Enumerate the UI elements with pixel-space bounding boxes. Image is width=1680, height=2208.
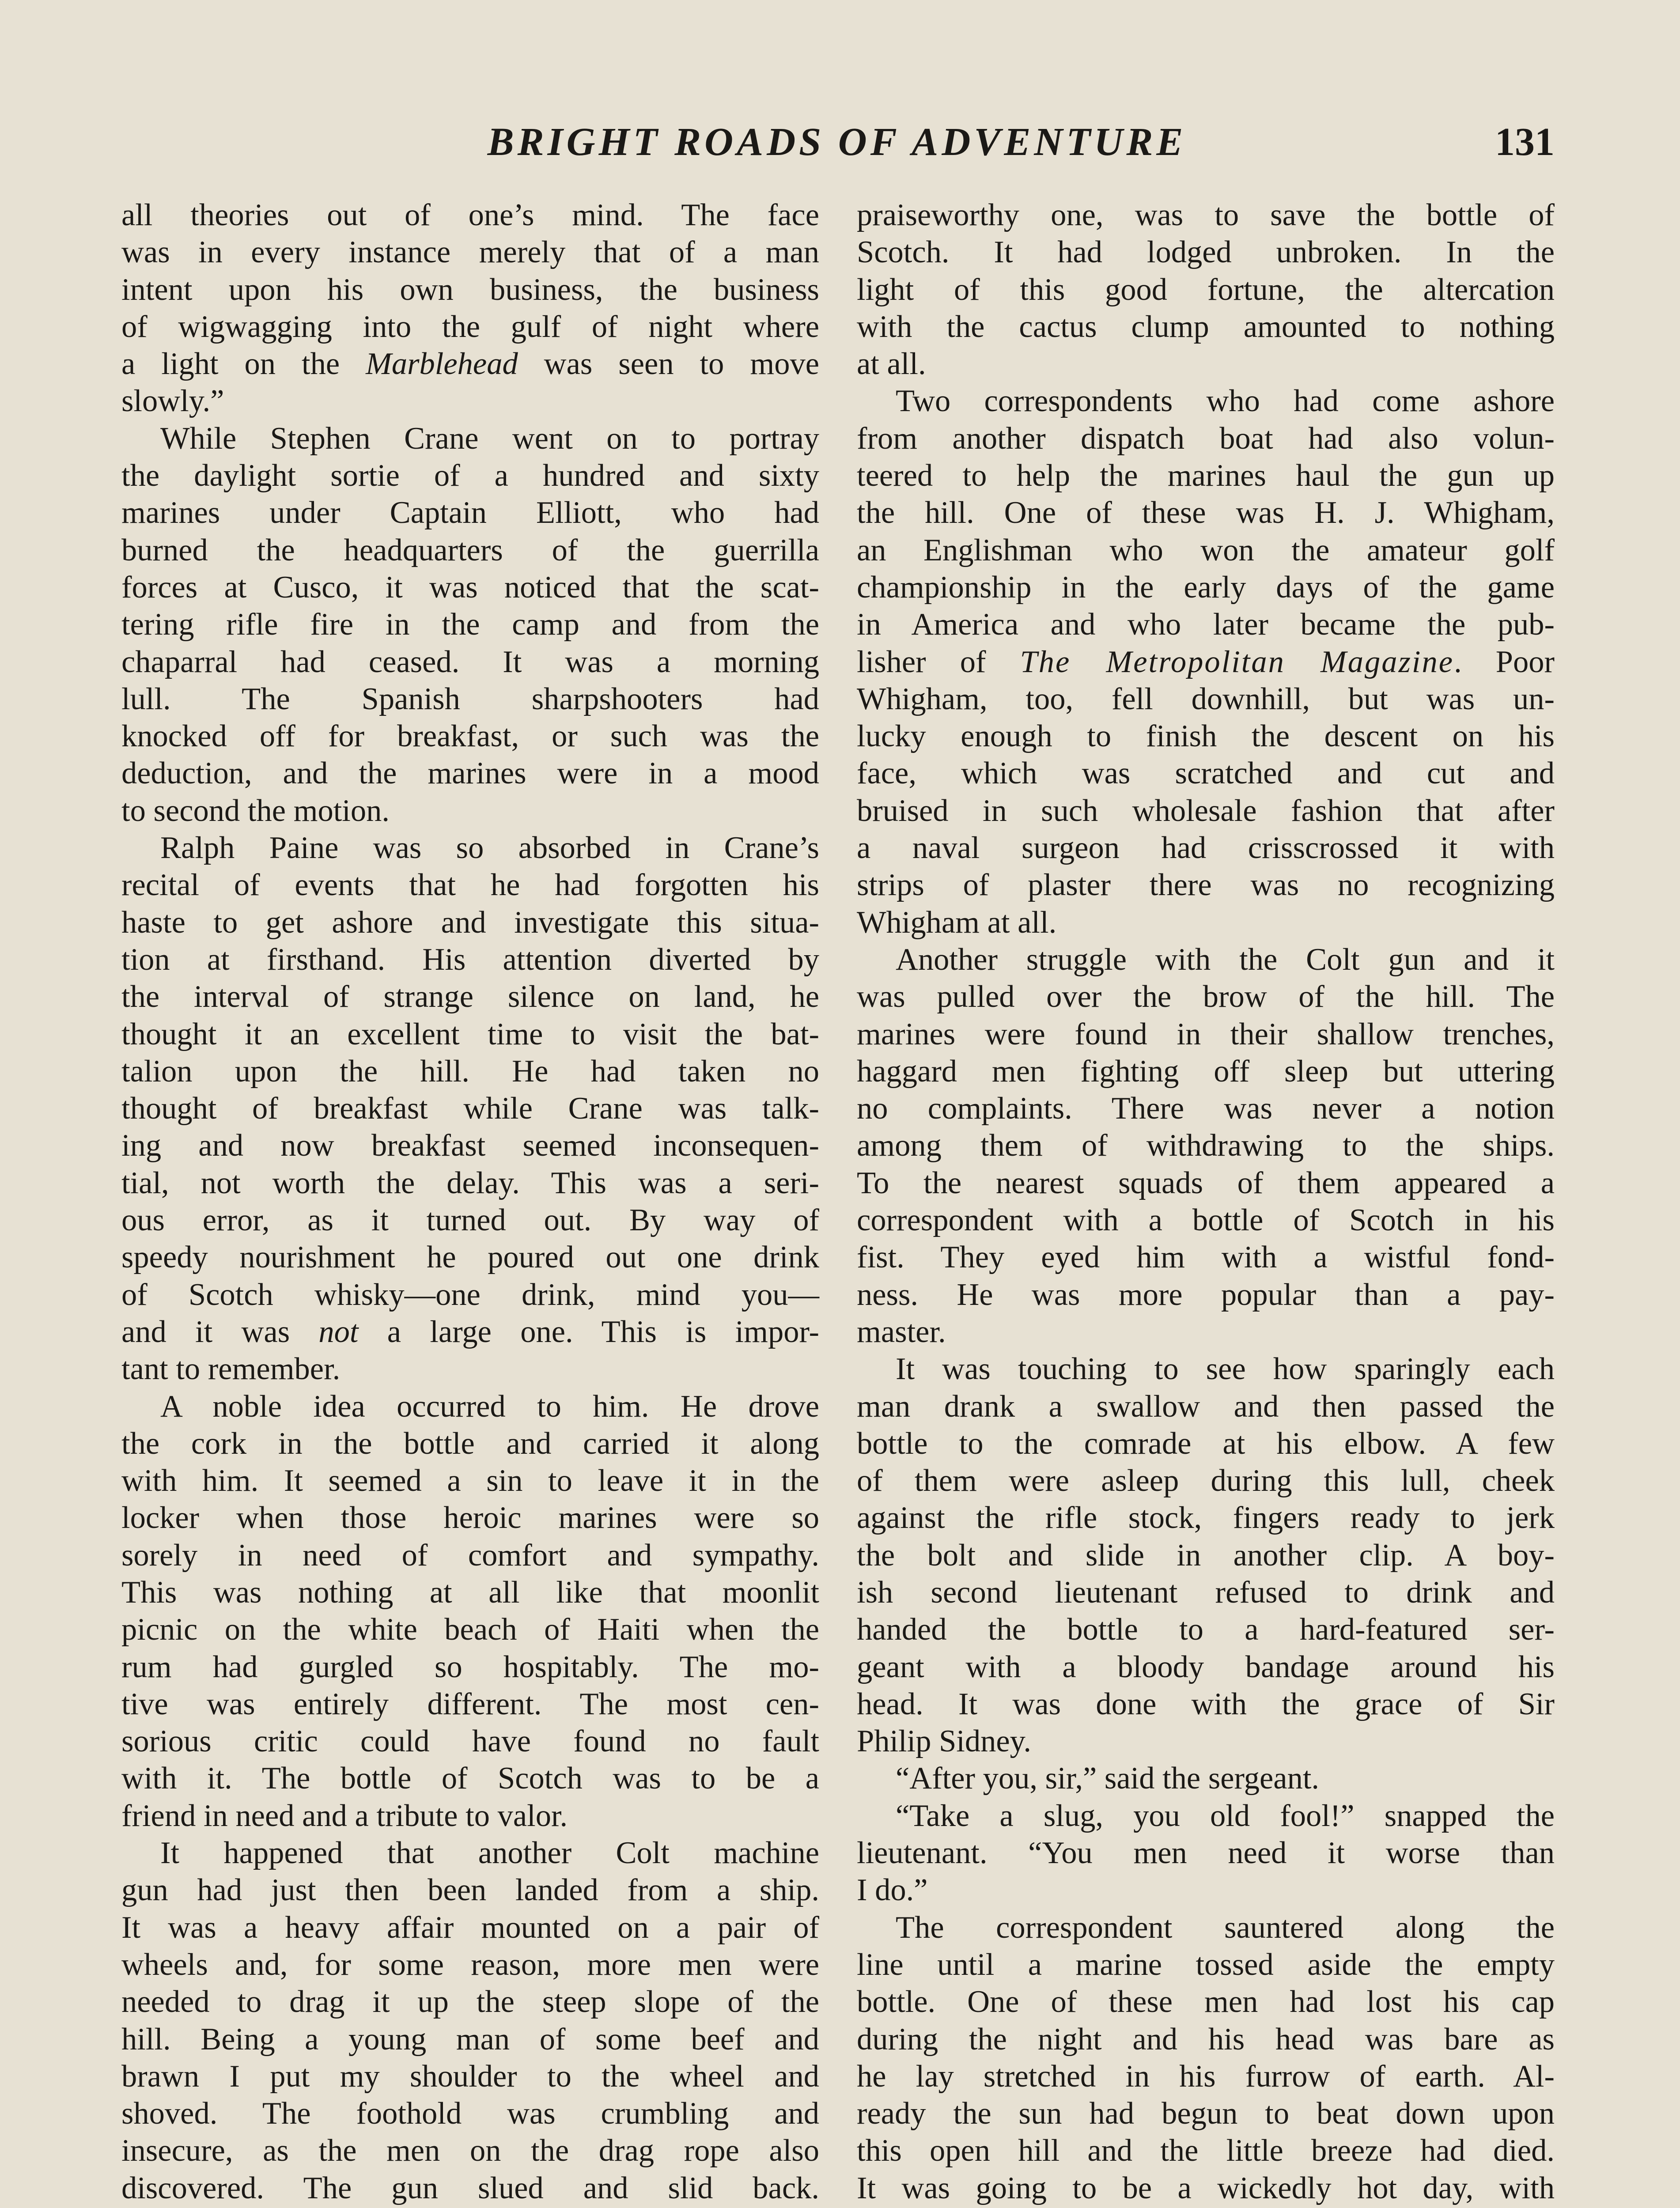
text-line: marines were found in their shallow trenches, [857, 1017, 1555, 1051]
text-line: during the night and his head was bare as [857, 2022, 1555, 2057]
text-line: tive was entirely different. The most cen- [121, 1686, 819, 1721]
text-line: no complaints. There was never a notion [857, 1091, 1555, 1126]
text-line: tering rifle fire in the camp and from the [121, 607, 819, 642]
text-line: sorious critic could have found no fault [121, 1724, 819, 1759]
text-line: lieutenant. “You men need it worse than [857, 1836, 1555, 1871]
text-line: to second the motion. [121, 793, 390, 828]
text-line: speedy nourishment he poured out one drink [121, 1240, 819, 1275]
text-line: marines under Captain Elliott, who had [121, 495, 819, 530]
text-line: a naval surgeon had crisscrossed it with [857, 831, 1555, 866]
text-line: correspondent with a bottle of Scotch in his [857, 1203, 1555, 1238]
text-line: “After you, sir,” said the sergeant. [896, 1761, 1320, 1796]
text-line: of wigwagging into the gulf of night where [121, 309, 819, 344]
text-line: Philip Sidney. [857, 1724, 1031, 1759]
text-line: I do.” [857, 1873, 928, 1908]
text-line: man drank a swallow and then passed the [857, 1389, 1555, 1424]
text-line: the hill. One of these was H. J. Whigham, [857, 495, 1555, 530]
text-line: It was going to be a wickedly hot day, with [857, 2170, 1555, 2205]
text-line: recital of events that he had forgotten his [121, 868, 819, 903]
text-line: This was nothing at all like that moonlit [121, 1575, 819, 1610]
text-line: geant with a bloody bandage around his [857, 1649, 1555, 1684]
text-line: Two correspondents who had come ashore [896, 384, 1555, 419]
text-line: knocked off for breakfast, or such was the [121, 719, 819, 754]
text-line: he lay stretched in his furrow of earth. Al- [857, 2059, 1555, 2094]
text-line: with the cactus clump amounted to nothing [857, 309, 1555, 344]
text-line: teered to help the marines haul the gun up [857, 458, 1555, 493]
text-line: the cork in the bottle and carried it along [121, 1426, 819, 1461]
text-line: sorely in need of comfort and sympathy. [121, 1538, 819, 1573]
text-line: the interval of strange silence on land, he [121, 979, 819, 1014]
text-line: lisher of The Metropolitan Magazine. Poor [857, 644, 1555, 679]
text-line: Whigham at all. [857, 905, 1057, 940]
text-line: rum had gurgled so hospitably. The mo- [121, 1649, 819, 1684]
text-line: To the nearest squads of them appeared a [857, 1165, 1555, 1200]
left-column [121, 197, 819, 2208]
text-line: needed to drag it up the steep slope of the [121, 1985, 819, 2019]
text-line: bruised in such wholesale fashion that after [857, 793, 1555, 828]
text-line: Another struggle with the Colt gun and it [896, 942, 1555, 977]
text-line: was in every instance merely that of a man [121, 235, 819, 270]
text-line: gun had just then been landed from a ship. [121, 1873, 819, 1908]
text-line: light of this good fortune, the altercation [857, 272, 1555, 307]
page-header [119, 116, 1555, 169]
text-line: insecure, as the men on the drag rope also [121, 2133, 819, 2168]
text-line: It was touching to see how sparingly each [896, 1352, 1555, 1387]
text-line: discovered. The gun slued and slid back. [121, 2170, 819, 2205]
text-line: ous error, as it turned out. By way of [121, 1203, 819, 1238]
text-line: among them of withdrawing to the ships. [857, 1128, 1555, 1163]
text-line: championship in the early days of the game [857, 570, 1555, 605]
text-line: in America and who later became the pub- [857, 607, 1555, 642]
text-line: tial, not worth the delay. This was a seri- [121, 1165, 819, 1200]
text-line: all theories out of one’s mind. The face [121, 198, 819, 232]
text-line: tion at firsthand. His attention diverted by [121, 942, 819, 977]
text-line: Ralph Paine was so absorbed in Crane’s [160, 831, 819, 866]
text-line: head. It was done with the grace of Sir [857, 1686, 1555, 1721]
text-line: thought it an excellent time to visit the bat- [121, 1017, 819, 1051]
text-line: hill. Being a young man of some beef and [121, 2022, 819, 2057]
text-line: forces at Cusco, it was noticed that the scat- [121, 570, 819, 605]
text-line: brawn I put my shoulder to the wheel and [121, 2059, 819, 2094]
text-line: tant to remember. [121, 1352, 341, 1387]
text-line: lull. The Spanish sharpshooters had [121, 681, 819, 716]
page-number: 131 [1495, 120, 1555, 164]
text-line: chaparral had ceased. It was a morning [121, 644, 819, 679]
text-line: Whigham, too, fell downhill, but was un- [857, 681, 1555, 716]
text-line: wheels and, for some reason, more men were [121, 1947, 819, 1982]
text-line: of Scotch whisky—one drink, mind you— [121, 1277, 819, 1312]
text-line: from another dispatch boat had also volun- [857, 421, 1555, 456]
text-line: the daylight sortie of a hundred and sixty [121, 458, 819, 493]
text-line: ish second lieutenant refused to drink and [857, 1575, 1555, 1610]
right-column [857, 197, 1555, 2208]
text-line: It happened that another Colt machine [160, 1836, 819, 1871]
text-line: friend in need and a tribute to valor. [121, 1798, 568, 1833]
text-line: ing and now breakfast seemed inconsequen- [121, 1128, 819, 1163]
text-line: face, which was scratched and cut and [857, 756, 1555, 791]
text-line: this open hill and the little breeze had died. [857, 2133, 1555, 2168]
text-line: intent upon his own business, the business [121, 272, 819, 307]
text-line: burned the headquarters of the guerrilla [121, 533, 819, 567]
text-line: picnic on the white beach of Haiti when the [121, 1612, 819, 1647]
text-line: locker when those heroic marines were so [121, 1501, 819, 1535]
text-line: of them were asleep during this lull, cheek [857, 1463, 1555, 1498]
text-line: slowly.” [121, 384, 224, 419]
text-line: was pulled over the brow of the hill. The [857, 979, 1555, 1014]
text-line: fist. They eyed him with a wistful fond- [857, 1240, 1555, 1275]
text-line: and it was not a large one. This is impor- [121, 1314, 820, 1349]
text-line: ness. He was more popular than a pay- [857, 1277, 1555, 1312]
text-line: Scotch. It had lodged unbroken. In the [857, 235, 1555, 270]
text-line: an Englishman who won the amateur golf [857, 533, 1555, 567]
text-line: bottle. One of these men had lost his cap [857, 1985, 1555, 2019]
text-line: haste to get ashore and investigate this situa- [121, 905, 819, 940]
text-line: with it. The bottle of Scotch was to be a [121, 1761, 819, 1796]
text-line: a light on the Marblehead was seen to move [121, 347, 819, 382]
text-line: thought of breakfast while Crane was talk- [121, 1091, 819, 1126]
text-line: with him. It seemed a sin to leave it in the [121, 1463, 819, 1498]
text-line: The correspondent sauntered along the [896, 1910, 1555, 1945]
text-line: “Take a slug, you old fool!” snapped the [896, 1798, 1555, 1833]
text-line: A noble idea occurred to him. He drove [160, 1389, 819, 1424]
text-line: master. [857, 1314, 946, 1349]
text-line: haggard men fighting off sleep but uttering [857, 1054, 1555, 1089]
text-line: against the rifle stock, fingers ready to jerk [857, 1501, 1555, 1535]
text-line: strips of plaster there was no recognizing [857, 868, 1555, 903]
text-line: the bolt and slide in another clip. A boy- [857, 1538, 1555, 1573]
text-line: lucky enough to finish the descent on his [857, 719, 1555, 754]
text-line: bottle to the comrade at his elbow. A few [857, 1426, 1555, 1461]
text-line: talion upon the hill. He had taken no [121, 1054, 819, 1089]
text-line: shoved. The foothold was crumbling and [121, 2096, 819, 2131]
text-line: deduction, and the marines were in a mood [121, 756, 819, 791]
running-title: BRIGHT ROADS OF ADVENTURE [487, 120, 1187, 164]
text-line: at all. [857, 347, 926, 382]
text-line: line until a marine tossed aside the empty [857, 1947, 1555, 1982]
text-line: It was a heavy affair mounted on a pair of [121, 1910, 819, 1945]
text-line: handed the bottle to a hard-featured ser- [857, 1612, 1555, 1647]
text-line: While Stephen Crane went on to portray [160, 421, 819, 456]
text-line: praiseworthy one, was to save the bottle of [857, 198, 1555, 232]
text-line: ready the sun had begun to beat down upon [857, 2096, 1555, 2131]
